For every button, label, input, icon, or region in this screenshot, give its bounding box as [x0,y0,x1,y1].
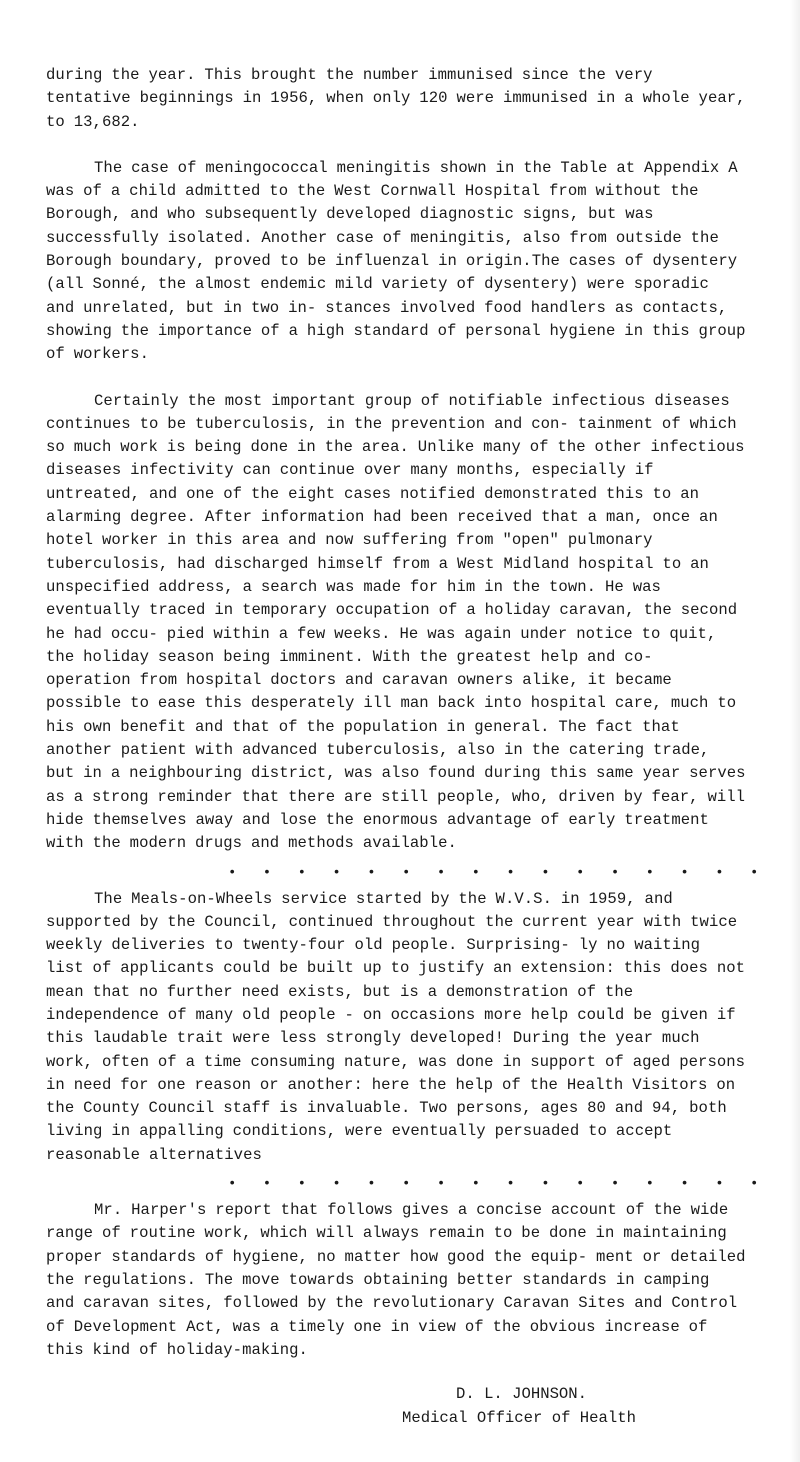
page-edge-shadow [790,0,800,1462]
paragraph-tuberculosis [46,390,746,856]
paragraph-text: during the year. This brought the number immunised since the very tentative beginnings in 1956, when only 120 were immunised in a whole year, to 13,682. [46,66,746,131]
paragraph-text: The case of meningococcal meningitis shown in the Table at Appendix A was of a child admitted to the West Cornwall Hospital from without the Borough, and who subsequently developed diagnostic signs, but was successfully isolated. Another case of meningitis, also from outside the Borough boundary, proved to be influenzal in origin.The cases of dysentery (all Sonné, the almost endemic mild variety of dysentery) were sporadic and unrelated, but in two in- stances involved food handlers as contacts, showing the importance of a high standard of personal hygiene in this group of workers. [46,158,746,364]
section-separator: • • • • • • • • • • • • • • • • [228,864,768,881]
paragraph-immunisation [46,64,746,134]
paragraph-text: Certainly the most important group of notifiable infectious diseases continues to be tuberculosis, in the prevention and con- tainment of which so much work is being done in the area. Unlike many of the other infectious diseases infectivity can continue over many months, especially if untreated, and one of the eight cases notified demonstrated this to an alarming degree. After information had been received that a man, once an hotel worker in this area and now suffering from "open" pulmonary tuberculosis, had discharged himself from a West Midland hospital to an unspecified address, a search was made for him in the town. He was eventually traced in temporary occupation of a holiday caravan, the second he had occu- pied within a few weeks. He was again under notice to quit, the holiday season being imminent. With the greatest help and co- operation from hospital doctors and caravan owners alike, it became possible to ease this desperately ill man back into hospital care, much to his own benefit and that of the population in general. The fact that another patient with advanced tuberculosis, also in the catering trade, but in a neighbouring district, was also found during this same year serves as a strong reminder that there are still people, who, driven by fear, will hide themselves away and lose the enormous advantage of early treatment with the modern drugs and methods available. [46,391,746,853]
document-page [46,64,768,1430]
paragraph-text: The Meals-on-Wheels service started by the W.V.S. in 1959, and supported by the Council, continued throughout the current year with twice weekly deliveries to twenty-four old people. Surprising- ly no waiting list of applicants could be built up to justify an extension: this does not mean that no further need exists, but is a demonstration of the independence of many old people - on occasions more help could be given if this laudable trait were less strongly developed! During the year much work, often of a time consuming nature, was done in support of aged persons in need for one reason or another: here the help of the Health Visitors on the County Council staff is invaluable. Two persons, ages 80 and 94, both living in appalling conditions, were eventually persuaded to accept reasonable alternatives [46,889,746,1164]
section-separator: • • • • • • • • • • • • • • • • [228,1176,768,1193]
signature-title: Medical Officer of Health [402,1409,636,1428]
paragraph-text: Mr. Harper's report that follows gives a concise account of the wide range of routine work, which will always remain to be done in maintaining proper standards of hygiene, no matter how good the equip- ment or detailed the regulations. The move towards obtaining better standards in camping and caravan sites, followed by the revolutionary Caravan Sites and Control of Development Act, was a timely one in view of the obvious increase of this kind of holiday-making. [46,1201,746,1359]
paragraph-meningitis-dysentery [46,157,746,367]
paragraph-harper-report [46,1199,746,1362]
paragraph-meals-on-wheels [46,888,746,1168]
signature-name: D. L. JOHNSON. [456,1385,588,1404]
